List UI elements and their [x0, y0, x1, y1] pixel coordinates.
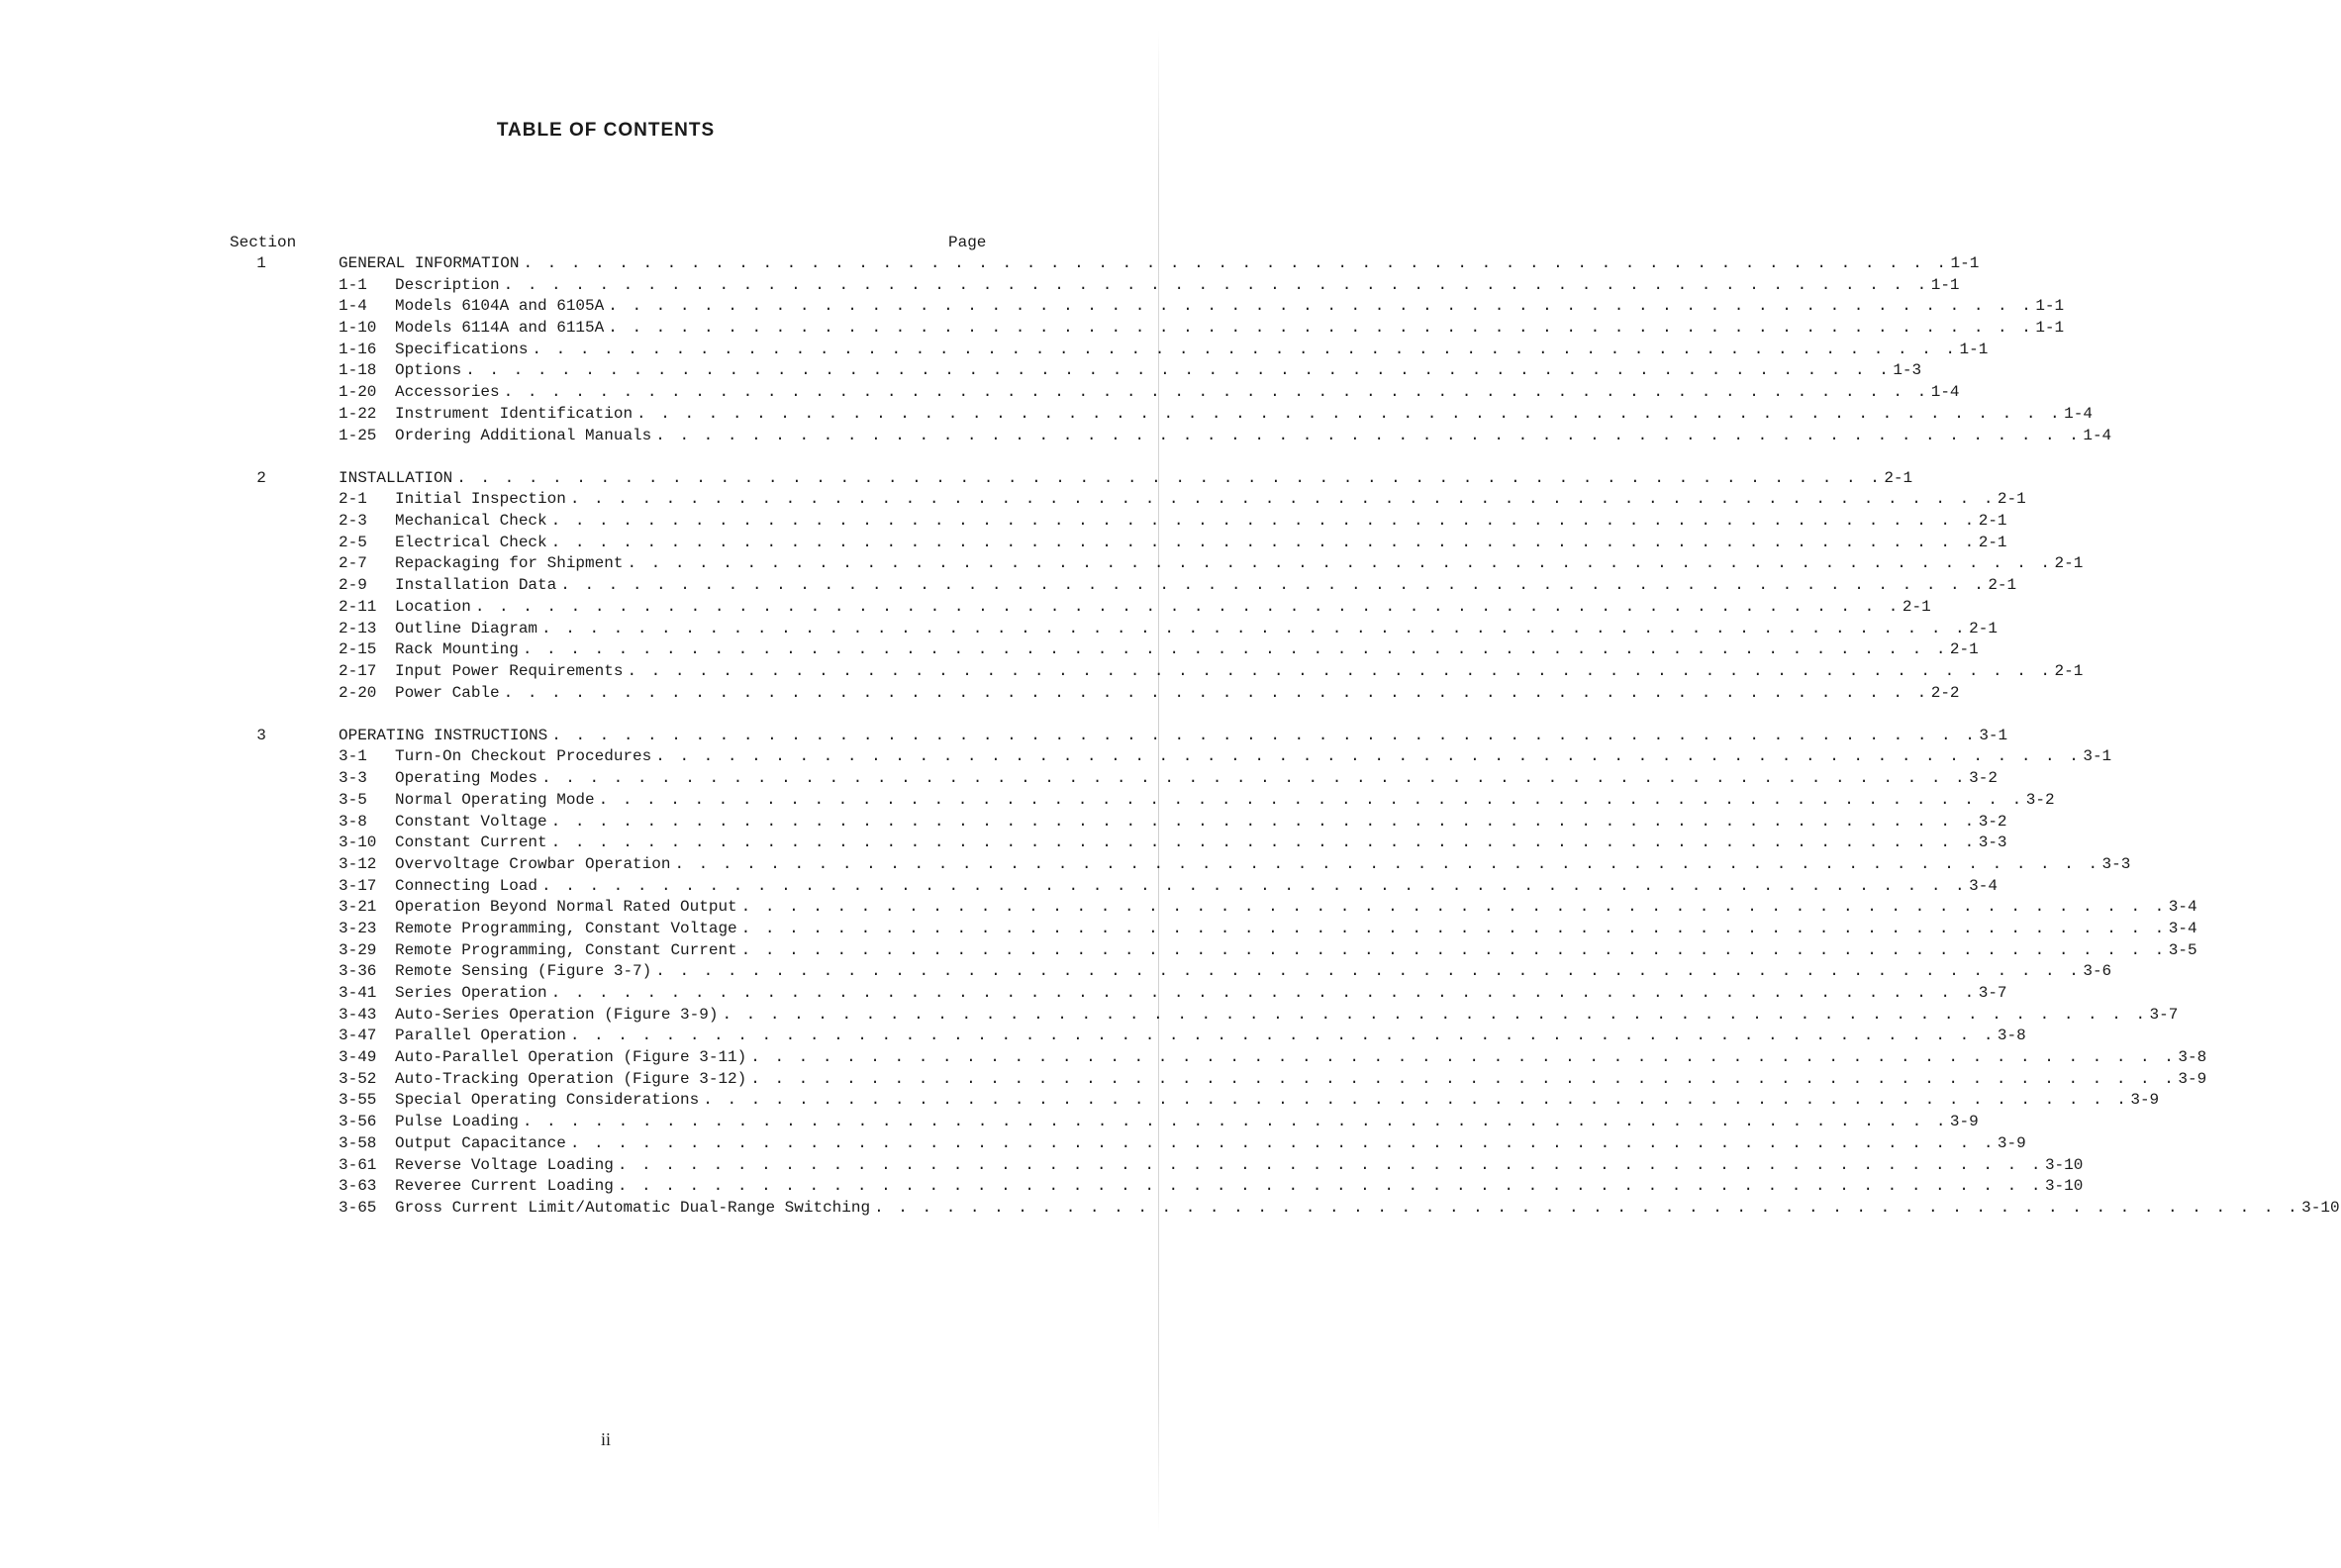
toc-entry	[339, 854, 2131, 876]
entry-title: Accessories	[395, 383, 500, 402]
toc-entry	[339, 961, 2112, 983]
entry-title: Overvoltage Crowbar Operation	[395, 854, 671, 873]
toc-entry	[339, 318, 2065, 340]
entry-page: 2-1	[1902, 597, 1931, 616]
entry-page: 2-1	[1978, 533, 2007, 551]
dot-leader: . . . . . . . . . . . . . . . . . . . . . . . . . . . . . . . . . . . . . . . . . . . . . . . . . . . . . . . . . . . .	[522, 1113, 1948, 1131]
entry-title: Installation Data	[395, 576, 557, 595]
toc-entry	[339, 533, 2007, 554]
toc-entry	[339, 1155, 2084, 1177]
entry-number: 3-52	[339, 1069, 377, 1088]
entry-page: 3-5	[2168, 940, 2197, 959]
entry-title: Auto-Parallel Operation (Figure 3-11)	[395, 1048, 747, 1067]
dot-leader: . . . . . . . . . . . . . . . . . . . . . . . . . . . . . . . . . . . . . . . . . . . . . . . . . . . . . . . . . . . .	[560, 576, 1987, 595]
dot-leader: . . . . . . . . . . . . . . . . . . . . . . . . . . . . . . . . . . . . . . . . . . . . . . . . . . . . . . . . . . . .	[569, 1027, 1996, 1045]
entry-title: Constant Voltage	[395, 812, 547, 831]
dot-leader: . . . . . . . . . . . . . . . . . . . . . . . . . . . . . . . . . . . . . . . . . . . . . . . . . . . . . . . . . . . .	[474, 597, 1901, 616]
footer-page-number: ii	[600, 1429, 611, 1449]
entry-page: 1-1	[2035, 297, 2065, 316]
entry-title: Operating Modes	[395, 769, 538, 788]
dot-leader: . . . . . . . . . . . . . . . . . . . . . . . . . . . . . . . . . . . . . . . . . . . . . . . . . . . . . . . . . . . .	[722, 1005, 2148, 1024]
entry-page: 3-2	[1978, 812, 2007, 831]
dot-leader: . . . . . . . . . . . . . . . . . . . . . . . . . . . . . . . . . . . . . . . . . . . . . . . . . . . . . . . . . . . .	[550, 984, 1977, 1002]
dot-leader: . . . . . . . . . . . . . . . . . . . . . . . . . . . . . . . . . . . . . . . . . . . . . . . . . . . . . . . . . . . .	[655, 962, 2082, 981]
entry-title: Outline Diagram	[395, 619, 538, 637]
entry-number: 3-58	[339, 1133, 377, 1152]
dot-leader: . . . . . . . . . . . . . . . . . . . . . . . . . . . . . . . . . . . . . . . . . . . . . . . . . . . . . . . . . . . .	[655, 426, 2082, 444]
entry-page: 1-4	[2064, 404, 2093, 423]
dot-leader: . . . . . . . . . . . . . . . . . . . . . . . . . . . . . . . . . . . . . . . . . . . . . . . . . . . . . . . . . . . .	[541, 876, 1968, 895]
entry-title: OPERATING INSTRUCTIONS	[339, 726, 548, 744]
entry-number: 3-5	[339, 790, 367, 809]
entry-title: Ordering Additional Manuals	[395, 426, 652, 444]
entry-number: 1-1	[339, 275, 367, 294]
entry-number: 2-1	[339, 490, 367, 509]
entry-title: Models 6104A and 6105A	[395, 297, 605, 316]
entry-number: 3-23	[339, 919, 377, 937]
entry-number: 1-18	[339, 361, 377, 380]
entry-title: Connecting Load	[395, 876, 538, 895]
entry-number: 3-1	[339, 747, 367, 766]
entry-page: 3-3	[1978, 833, 2007, 852]
entry-title: Pulse Loading	[395, 1113, 519, 1131]
entry-title: Remote Sensing (Figure 3-7)	[395, 962, 652, 981]
toc-entry	[339, 876, 1998, 898]
entry-number: 1-16	[339, 340, 377, 358]
dot-leader: . . . . . . . . . . . . . . . . . . . . . . . . . . . . . . . . . . . . . . . . . . . . . . . . . . . . . . . . . . . .	[617, 1155, 2043, 1174]
entry-title: Models 6114A and 6115A	[395, 319, 605, 338]
entry-number: 3-3	[339, 769, 367, 788]
dot-leader: . . . . . . . . . . . . . . . . . . . . . . . . . . . . . . . . . . . . . . . . . . . . . . . . . . . . . . . . . . . .	[550, 833, 1977, 852]
entry-page: 2-1	[1997, 490, 2026, 509]
toc-entry	[339, 275, 1960, 297]
dot-leader: . . . . . . . . . . . . . . . . . . . . . . . . . . . . . . . . . . . . . . . . . . . . . . . . . . . . . . . . . . . .	[522, 640, 1948, 659]
entry-page: 3-7	[2149, 1005, 2179, 1024]
dot-leader: . . . . . . . . . . . . . . . . . . . . . . . . . . . . . . . . . . . . . . . . . . . . . . . . . . . . . . . . . . . .	[608, 297, 2034, 316]
toc-entry	[339, 489, 2026, 511]
page-title: TABLE OF CONTENTS	[496, 120, 716, 141]
toc-entry	[339, 919, 2197, 940]
toc-section-3	[0, 726, 2340, 1220]
toc-entry	[339, 1112, 1979, 1133]
toc-entry	[339, 360, 1922, 382]
entry-title: Initial Inspection	[395, 490, 566, 509]
entry-page: 3-9	[1949, 1113, 1979, 1131]
entry-number: 1-10	[339, 319, 377, 338]
entry-page: 3-3	[2101, 854, 2131, 873]
entry-title: Reverse Voltage Loading	[395, 1155, 614, 1174]
entry-title: Mechanical Check	[395, 512, 547, 531]
entry-title: Description	[395, 275, 500, 294]
entry-page: 3-7	[1978, 984, 2007, 1002]
toc-entry	[339, 619, 1998, 640]
entry-number: 1-22	[339, 404, 377, 423]
entry-title: Series Operation	[395, 984, 547, 1002]
entry-title: Options	[395, 361, 462, 380]
entry-page: 3-8	[1997, 1027, 2026, 1045]
entry-number: 2-13	[339, 619, 377, 637]
dot-leader: . . . . . . . . . . . . . . . . . . . . . . . . . . . . . . . . . . . . . . . . . . . . . . . . . . . . . . . . . . . .	[655, 747, 2082, 766]
dot-leader: . . . . . . . . . . . . . . . . . . . . . . . . . . . . . . . . . . . . . . . . . . . . . . . . . . . . . . . . . . . .	[503, 383, 1929, 402]
section-number: 3	[256, 726, 266, 744]
toc-entry	[339, 1176, 2084, 1198]
entry-page: 3-10	[2044, 1155, 2084, 1174]
dot-leader: . . . . . . . . . . . . . . . . . . . . . . . . . . . . . . . . . . . . . . . . . . . . . . . . . . . . . . . . . . . .	[750, 1069, 2177, 1088]
toc-entry	[339, 1005, 2179, 1027]
entry-number: 1-25	[339, 426, 377, 444]
entry-title: Reveree Current Loading	[395, 1177, 614, 1196]
entry-page: 3-4	[2168, 898, 2197, 917]
toc-entry	[339, 1198, 2340, 1220]
entry-title: Special Operating Considerations	[395, 1091, 700, 1110]
entry-title: Specifications	[395, 340, 529, 358]
entry-number: 2-9	[339, 576, 367, 595]
entry-number: 3-43	[339, 1005, 377, 1024]
entry-number: 3-17	[339, 876, 377, 895]
toc-entry	[339, 983, 2007, 1005]
entry-page: 1-1	[1930, 275, 1960, 294]
toc-entry	[339, 940, 2197, 962]
dot-leader: . . . . . . . . . . . . . . . . . . . . . . . . . . . . . . . . . . . . . . . . . . . . . . . . . . . . . . . . . . . .	[532, 340, 1958, 358]
entry-title: Normal Operating Mode	[395, 790, 595, 809]
section-number: 2	[256, 468, 266, 487]
entry-title: Auto-Series Operation (Figure 3-9)	[395, 1005, 719, 1024]
dot-leader: . . . . . . . . . . . . . . . . . . . . . . . . . . . . . . . . . . . . . . . . . . . . . . . . . . . . . . . . . . . .	[750, 1048, 2177, 1067]
entry-number: 3-12	[339, 854, 377, 873]
entry-title: Output Capacitance	[395, 1133, 566, 1152]
entry-page: 1-4	[1930, 383, 1960, 402]
dot-leader: . . . . . . . . . . . . . . . . . . . . . . . . . . . . . . . . . . . . . . . . . . . . . . . . . . . . . . . . . . . .	[503, 683, 1929, 702]
entry-number: 3-56	[339, 1113, 377, 1131]
toc-entry	[339, 340, 1989, 361]
entry-number: 2-15	[339, 640, 377, 659]
entry-page: 3-4	[2168, 919, 2197, 937]
dot-leader: . . . . . . . . . . . . . . . . . . . . . . . . . . . . . . . . . . . . . . . . . . . . . . . . . . . . . . . . . . . .	[874, 1198, 2300, 1217]
dot-leader: . . . . . . . . . . . . . . . . . . . . . . . . . . . . . . . . . . . . . . . . . . . . . . . . . . . . . . . . . . . .	[740, 919, 2167, 937]
entry-page: 3-6	[2083, 962, 2112, 981]
dot-leader: . . . . . . . . . . . . . . . . . . . . . . . . . . . . . . . . . . . . . . . . . . . . . . . . . . . . . . . . . . . .	[550, 512, 1977, 531]
toc-entry	[339, 897, 2197, 919]
entry-title: Input Power Requirements	[395, 661, 624, 680]
entry-page: 2-1	[1969, 619, 1998, 637]
toc-section-heading	[339, 253, 1980, 275]
entry-number: 3-10	[339, 833, 377, 852]
entry-page: 3-10	[2044, 1177, 2084, 1196]
toc-entry	[339, 1026, 2026, 1047]
entry-page: 2-1	[1949, 640, 1979, 659]
dot-leader: . . . . . . . . . . . . . . . . . . . . . . . . . . . . . . . . . . . . . . . . . . . . . . . . . . . . . . . . . . . .	[608, 319, 2034, 338]
entry-title: Rack Mounting	[395, 640, 519, 659]
toc-section-2	[0, 468, 2084, 705]
entry-number: 2-17	[339, 661, 377, 680]
entry-page: 2-1	[1978, 512, 2007, 531]
toc-entry	[339, 553, 2084, 575]
entry-number: 2-20	[339, 683, 377, 702]
entry-page: 3-2	[1969, 769, 1998, 788]
entry-page: 3-1	[2083, 747, 2112, 766]
entry-number: 3-36	[339, 962, 377, 981]
table-of-contents	[0, 253, 2340, 1240]
toc-section-heading	[339, 726, 2008, 747]
entry-title: Power Cable	[395, 683, 500, 702]
entry-title: Turn-On Checkout Procedures	[395, 747, 652, 766]
dot-leader: . . . . . . . . . . . . . . . . . . . . . . . . . . . . . . . . . . . . . . . . . . . . . . . . . . . . . . . . . . . .	[636, 404, 2063, 423]
entry-title: Parallel Operation	[395, 1027, 566, 1045]
dot-leader: . . . . . . . . . . . . . . . . . . . . . . . . . . . . . . . . . . . . . . . . . . . . . . . . . . . . . . . . . . . .	[551, 726, 1978, 744]
toc-entry	[339, 1069, 2207, 1091]
dot-leader: . . . . . . . . . . . . . . . . . . . . . . . . . . . . . . . . . . . . . . . . . . . . . . . . . . . . . . . . . . . .	[465, 361, 1892, 380]
dot-leader: . . . . . . . . . . . . . . . . . . . . . . . . . . . . . . . . . . . . . . . . . . . . . . . . . . . . . . . . . . . .	[627, 661, 2053, 680]
entry-number: 3-65	[339, 1198, 377, 1217]
dot-leader: . . . . . . . . . . . . . . . . . . . . . . . . . . . . . . . . . . . . . . . . . . . . . . . . . . . . . . . . . . . .	[740, 898, 2167, 917]
section-column-header: Section	[230, 234, 297, 251]
entry-title: Remote Programming, Constant Voltage	[395, 919, 737, 937]
entry-number: 3-49	[339, 1048, 377, 1067]
dot-leader: . . . . . . . . . . . . . . . . . . . . . . . . . . . . . . . . . . . . . . . . . . . . . . . . . . . . . . . . . . . .	[598, 790, 2024, 809]
entry-page: 3-9	[1997, 1133, 2026, 1152]
entry-title: Remote Programming, Constant Current	[395, 940, 737, 959]
entry-page: 3-8	[2178, 1048, 2207, 1067]
section-number: 1	[256, 254, 266, 272]
entry-title: Constant Current	[395, 833, 547, 852]
entry-number: 3-61	[339, 1155, 377, 1174]
entry-page: 1-4	[2083, 426, 2112, 444]
entry-number: 3-41	[339, 984, 377, 1002]
entry-page: 3-4	[1969, 876, 1998, 895]
entry-page: 1-1	[1950, 254, 1980, 272]
dot-leader: . . . . . . . . . . . . . . . . . . . . . . . . . . . . . . . . . . . . . . . . . . . . . . . . . . . . . . . . . . . .	[674, 854, 2100, 873]
toc-entry	[339, 790, 2055, 812]
entry-page: 1-1	[2035, 319, 2065, 338]
entry-title: Electrical Check	[395, 533, 547, 551]
dot-leader: . . . . . . . . . . . . . . . . . . . . . . . . . . . . . . . . . . . . . . . . . . . . . . . . . . . . . . . . . . . .	[740, 940, 2167, 959]
dot-leader: . . . . . . . . . . . . . . . . . . . . . . . . . . . . . . . . . . . . . . . . . . . . . . . . . . . . . . . . . . . .	[523, 254, 1949, 272]
dot-leader: . . . . . . . . . . . . . . . . . . . . . . . . . . . . . . . . . . . . . . . . . . . . . . . . . . . . . . . . . . . .	[541, 769, 1968, 788]
dot-leader: . . . . . . . . . . . . . . . . . . . . . . . . . . . . . . . . . . . . . . . . . . . . . . . . . . . . . . . . . . . .	[541, 619, 1968, 637]
dot-leader: . . . . . . . . . . . . . . . . . . . . . . . . . . . . . . . . . . . . . . . . . . . . . . . . . . . . . . . . . . . .	[617, 1177, 2043, 1196]
entry-number: 2-5	[339, 533, 367, 551]
toc-entry	[339, 833, 2007, 854]
toc-entry	[339, 746, 2112, 768]
entry-page: 3-9	[2178, 1069, 2207, 1088]
entry-title: Operation Beyond Normal Rated Output	[395, 898, 737, 917]
toc-entry	[339, 296, 2065, 318]
entry-number: 2-3	[339, 512, 367, 531]
entry-page: 2-1	[1988, 576, 2017, 595]
entry-title: Location	[395, 597, 471, 616]
entry-title: Repackaging for Shipment	[395, 554, 624, 573]
toc-entry	[339, 382, 1960, 404]
toc-entry	[339, 1133, 2026, 1155]
toc-entry	[339, 426, 2112, 447]
entry-number: 3-63	[339, 1177, 377, 1196]
toc-entry	[339, 683, 1960, 705]
entry-title: Auto-Tracking Operation (Figure 3-12)	[395, 1069, 747, 1088]
toc-section-heading	[339, 468, 1913, 490]
entry-title: Instrument Identification	[395, 404, 634, 423]
toc-entry	[339, 1090, 2160, 1112]
dot-leader: . . . . . . . . . . . . . . . . . . . . . . . . . . . . . . . . . . . . . . . . . . . . . . . . . . . . . . . . . . . .	[627, 554, 2053, 573]
entry-page: 2-1	[1884, 468, 1913, 487]
dot-leader: . . . . . . . . . . . . . . . . . . . . . . . . . . . . . . . . . . . . . . . . . . . . . . . . . . . . . . . . . . . .	[550, 812, 1977, 831]
entry-number: 3-47	[339, 1027, 377, 1045]
toc-entry	[339, 597, 1931, 619]
entry-page: 1-1	[1959, 340, 1989, 358]
entry-number: 1-4	[339, 297, 367, 316]
dot-leader: . . . . . . . . . . . . . . . . . . . . . . . . . . . . . . . . . . . . . . . . . . . . . . . . . . . . . . . . . . . .	[456, 468, 1883, 487]
dot-leader: . . . . . . . . . . . . . . . . . . . . . . . . . . . . . . . . . . . . . . . . . . . . . . . . . . . . . . . . . . . .	[569, 490, 1996, 509]
toc-entry	[339, 575, 2017, 597]
toc-entry	[339, 661, 2084, 683]
dot-leader: . . . . . . . . . . . . . . . . . . . . . . . . . . . . . . . . . . . . . . . . . . . . . . . . . . . . . . . . . . . .	[503, 275, 1929, 294]
toc-entry	[339, 1047, 2207, 1069]
entry-number: 3-21	[339, 898, 377, 917]
entry-title: GENERAL INFORMATION	[339, 254, 520, 272]
entry-page: 3-1	[1979, 726, 2008, 744]
entry-title: Gross Current Limit/Automatic Dual-Range Switching	[395, 1198, 871, 1217]
page-column-header: Page	[948, 234, 987, 251]
dot-leader: . . . . . . . . . . . . . . . . . . . . . . . . . . . . . . . . . . . . . . . . . . . . . . . . . . . . . . . . . . . .	[703, 1091, 2129, 1110]
entry-page: 2-1	[2054, 554, 2084, 573]
toc-entry	[339, 812, 2007, 833]
entry-number: 2-11	[339, 597, 377, 616]
dot-leader: . . . . . . . . . . . . . . . . . . . . . . . . . . . . . . . . . . . . . . . . . . . . . . . . . . . . . . . . . . . .	[569, 1133, 1996, 1152]
toc-section-1	[0, 253, 2112, 446]
toc-entry	[339, 768, 1998, 790]
dot-leader: . . . . . . . . . . . . . . . . . . . . . . . . . . . . . . . . . . . . . . . . . . . . . . . . . . . . . . . . . . . .	[550, 533, 1977, 551]
toc-entry	[339, 404, 2093, 426]
entry-number: 3-29	[339, 940, 377, 959]
entry-number: 2-7	[339, 554, 367, 573]
entry-page: 2-2	[1930, 683, 1960, 702]
entry-page: 3-10	[2301, 1198, 2340, 1217]
entry-number: 3-8	[339, 812, 367, 831]
entry-page: 1-3	[1893, 361, 1922, 380]
entry-number: 1-20	[339, 383, 377, 402]
entry-page: 3-2	[2025, 790, 2055, 809]
entry-number: 3-55	[339, 1091, 377, 1110]
entry-page: 2-1	[2054, 661, 2084, 680]
entry-page: 3-9	[2130, 1091, 2160, 1110]
entry-title: INSTALLATION	[339, 468, 453, 487]
toc-entry	[339, 511, 2007, 533]
toc-entry	[339, 639, 1979, 661]
